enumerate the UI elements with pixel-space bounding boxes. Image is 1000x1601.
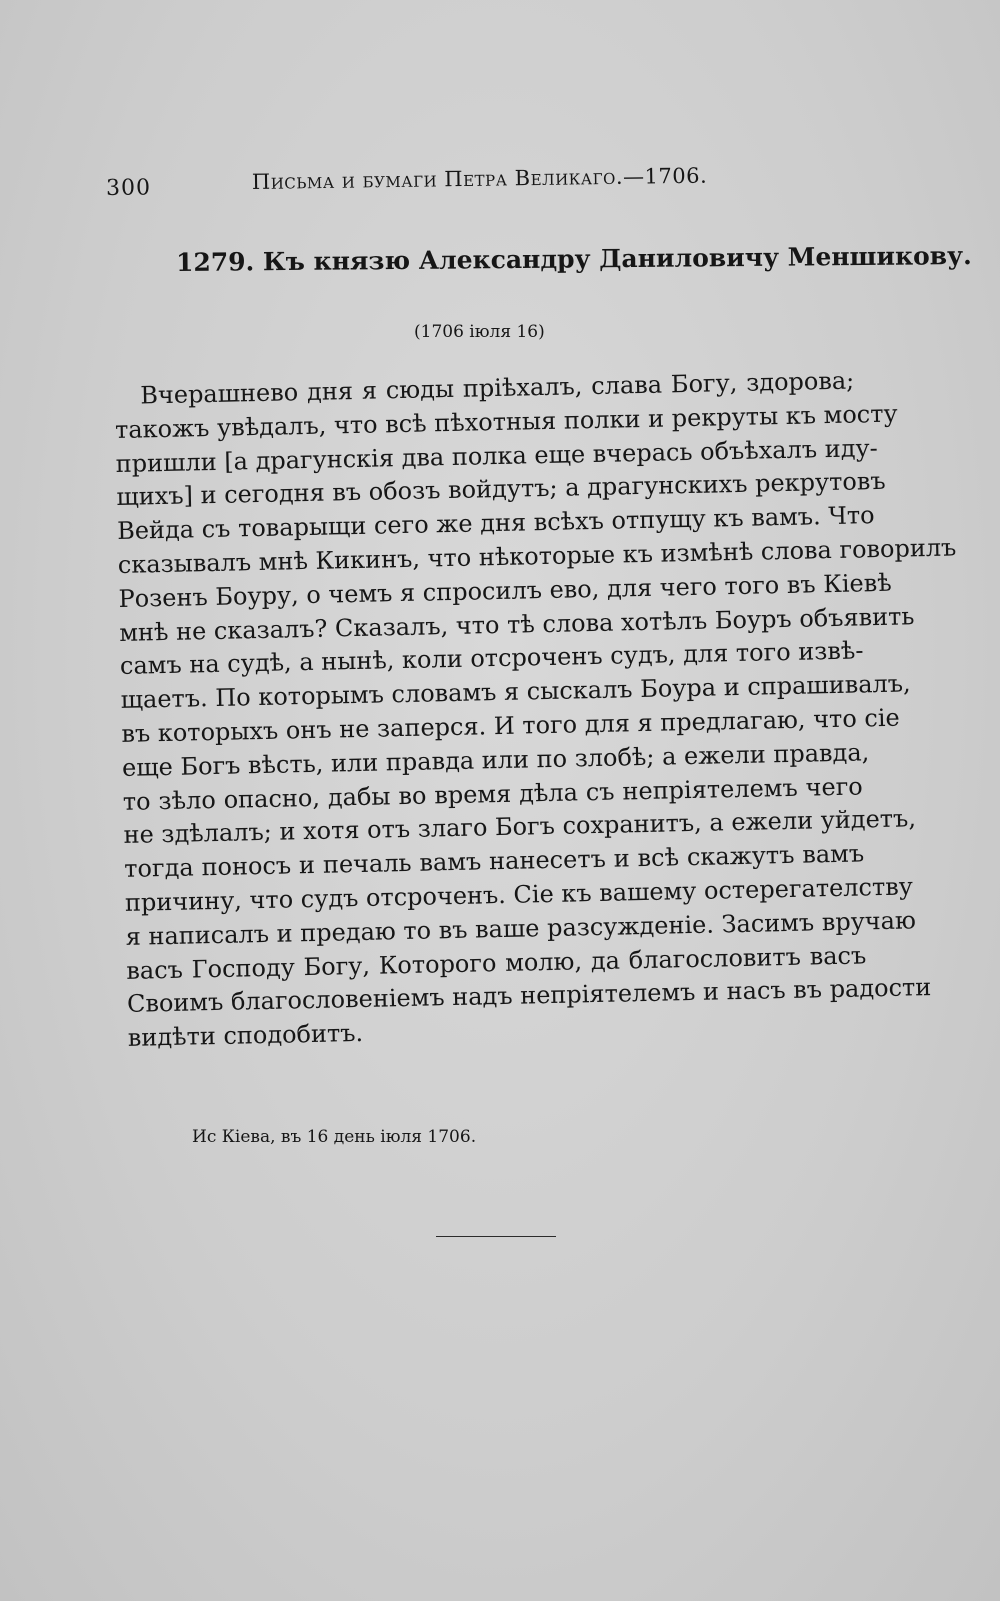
body-line: щаетъ. По которымъ словамъ я сыскалъ Боура и спрашивалъ, xyxy=(120,669,911,715)
body-line: мнѣ не сказалъ? Сказалъ, что тѣ слова хотѣлъ Боуръ объявить xyxy=(118,601,915,647)
body-line: я написалъ и предаю то въ ваше разсужденіе. Засимъ вручаю xyxy=(125,906,917,951)
body-line: причину, что судъ отсроченъ. Сіе къ вашему остерегателству xyxy=(124,872,914,917)
page-number: 300 xyxy=(105,175,152,201)
letter-closing: Ис Кіева, въ 16 день іюля 1706. xyxy=(192,1127,477,1147)
body-line: Своимъ благословеніемъ надъ непріятелемъ и насъ въ радости xyxy=(126,973,932,1019)
body-line: въ которыхъ онъ не заперся. И того для я предлагаю, что сіе xyxy=(121,703,900,748)
running-head xyxy=(106,160,707,208)
body-line: самъ на судѣ, а нынѣ, коли отсроченъ судъ, для того извѣ- xyxy=(119,636,864,681)
body-line: Вчерашнево дня я сюды пріѣхалъ, слава Богу, здорова; xyxy=(140,366,855,410)
letter-body xyxy=(114,365,957,1056)
body-line: щихъ] и сегодня въ обозъ войдутъ; а драгунскихъ рекрутовъ xyxy=(116,467,886,512)
running-title-text: Письма и бумаги Петра Великаго. xyxy=(251,164,624,194)
running-title-year: —1706. xyxy=(622,163,708,189)
body-line: тогда поносъ и печаль вамъ нанесетъ и всѣ скажутъ вамъ xyxy=(123,839,865,884)
body-line: васъ Господу Богу, Которого молю, да благословитъ васъ xyxy=(126,940,867,985)
end-rule xyxy=(436,1236,556,1237)
body-line: еще Богъ вѣсть, или правда или по злобѣ; а ежели правда, xyxy=(121,738,870,782)
body-line: то зѣло опасно, дабы во время дѣла съ непріятелемъ чего xyxy=(122,771,863,816)
body-line: сказывалъ мнѣ Кикинъ, что нѣкоторые къ измѣнѣ слова говорилъ xyxy=(117,533,957,579)
letter-date: (1706 іюля 16) xyxy=(414,322,545,342)
body-line: видѣти сподобитъ. xyxy=(127,1019,364,1052)
body-line: Розенъ Боуру, о чемъ я спросилъ ево, для чего того въ Кіевѣ xyxy=(118,568,892,613)
letter-title: 1279. Къ князю Александру Даниловичу Меншикову. xyxy=(175,241,972,277)
body-line: такожъ увѣдалъ, что всѣ пѣхотныя полки и рекруты къ мосту xyxy=(114,399,898,444)
body-line: пришли [а драгунскія два полка еще вчерась объѣхалъ иду- xyxy=(115,433,878,478)
running-title xyxy=(252,164,708,194)
body-line: Вейда съ товарыщи сего же дня всѣхъ отпущу къ вамъ. Что xyxy=(116,501,875,546)
body-line: не здѣлалъ; и хотя отъ злаго Богъ сохранитъ, а ежели уйдетъ, xyxy=(123,804,917,850)
